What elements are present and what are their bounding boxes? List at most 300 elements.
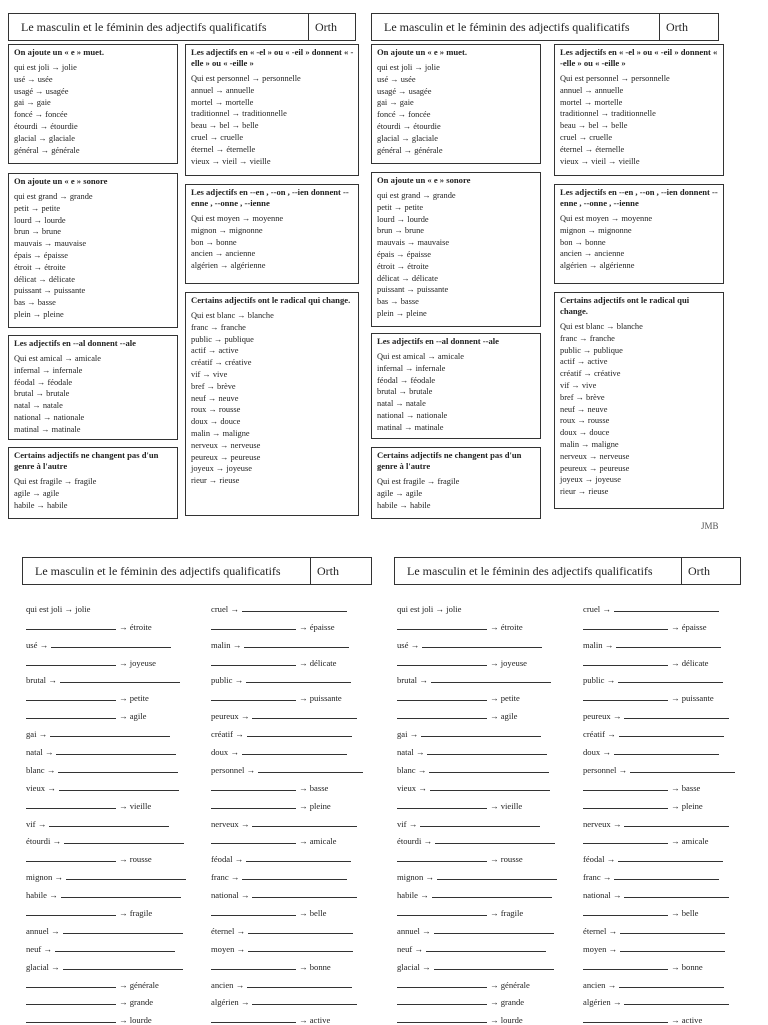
masculine-prompt: cruel → xyxy=(583,603,611,614)
exercise-row xyxy=(26,990,189,1008)
exercise-row xyxy=(583,900,738,918)
adjective-example: épais → épaisse xyxy=(14,250,68,260)
exercise-row xyxy=(583,614,738,632)
answer-blank[interactable] xyxy=(620,951,725,952)
exercise-row xyxy=(583,596,738,614)
adjective-example: vif → vive xyxy=(191,369,228,379)
exercise-row xyxy=(211,954,366,972)
masculine-prompt: moyen → xyxy=(583,943,618,954)
exercise-row xyxy=(26,829,189,847)
author-signature: JMB xyxy=(701,521,719,531)
exercise-row xyxy=(211,739,366,757)
answer-blank[interactable] xyxy=(630,772,735,773)
adjective-example: joyeux → joyeuse xyxy=(191,464,252,474)
exercise-row xyxy=(583,721,738,739)
exercise-row xyxy=(583,632,738,650)
feminine-prompt: → active xyxy=(299,1015,331,1025)
answer-blank[interactable] xyxy=(614,754,719,755)
adjective-example: roux → rousse xyxy=(560,416,610,426)
answer-blank[interactable] xyxy=(252,718,357,719)
masculine-prompt: annuel → xyxy=(26,925,60,936)
answer-blank[interactable] xyxy=(619,736,724,737)
exercise-row xyxy=(397,918,560,936)
answer-blank[interactable] xyxy=(397,665,487,666)
worksheet-column xyxy=(397,596,560,1025)
adjective-example: étourdi → étourdie xyxy=(14,121,78,131)
rule-box xyxy=(185,292,359,516)
exercise-row xyxy=(211,775,366,793)
masculine-prompt: doux → xyxy=(211,747,239,758)
masculine-prompt: glacial → xyxy=(26,961,60,972)
masculine-prompt: mignon → xyxy=(26,872,64,883)
exercise-row xyxy=(397,1007,560,1025)
answer-blank[interactable] xyxy=(59,790,179,791)
adjective-example: puissant → puissante xyxy=(14,286,86,296)
adjective-example: roux → rousse xyxy=(191,405,241,415)
adjective-example: usagé → usagée xyxy=(14,86,69,96)
adjective-example: ancien → ancienne xyxy=(560,249,625,259)
adjective-example: qui est grand → grande xyxy=(377,191,456,200)
exercise-row xyxy=(397,811,560,829)
answer-blank[interactable] xyxy=(64,843,184,844)
masculine-prompt: doux → xyxy=(583,747,611,758)
answer-blank[interactable] xyxy=(55,951,175,952)
answer-blank[interactable] xyxy=(616,647,721,648)
worksheet-column xyxy=(211,596,366,1025)
answer-blank[interactable] xyxy=(248,933,353,934)
answer-blank[interactable] xyxy=(583,665,668,666)
answer-blank[interactable] xyxy=(431,682,551,683)
rule-box xyxy=(554,184,724,284)
answer-blank[interactable] xyxy=(61,897,181,898)
exercise-row xyxy=(211,900,366,918)
answer-blank[interactable] xyxy=(63,969,183,970)
answer-blank[interactable] xyxy=(397,1004,487,1005)
adjective-example: ancien → ancienne xyxy=(191,249,256,259)
lesson-title-bar-left xyxy=(8,13,356,41)
feminine-prompt: → pleine xyxy=(671,800,703,811)
rule-box xyxy=(371,44,541,164)
exercise-row xyxy=(26,900,189,918)
feminine-prompt: → étroite xyxy=(119,621,152,632)
masculine-prompt: annuel → xyxy=(397,925,431,936)
answer-blank[interactable] xyxy=(211,629,296,630)
adjective-example: vif → vive xyxy=(560,380,597,390)
adjective-example: bas → basse xyxy=(14,298,56,308)
exercise-row xyxy=(26,632,189,650)
exercise-row xyxy=(397,739,560,757)
answer-blank[interactable] xyxy=(252,897,357,898)
rule-box xyxy=(8,44,178,164)
answer-blank[interactable] xyxy=(583,808,668,809)
adjective-example: Qui est personnel → personnelle xyxy=(560,74,670,83)
adjective-example: lourd → lourde xyxy=(14,215,66,225)
answer-blank[interactable] xyxy=(252,826,357,827)
adjective-example: mortel → mortelle xyxy=(191,97,254,107)
adjective-example: natal → natale xyxy=(377,399,426,409)
worksheet-title-bar-left xyxy=(22,557,372,585)
answer-blank[interactable] xyxy=(211,969,296,970)
answer-blank[interactable] xyxy=(432,897,552,898)
feminine-prompt: → belle xyxy=(299,908,327,919)
answer-blank[interactable] xyxy=(51,647,171,648)
exercise-row xyxy=(211,632,366,650)
answer-blank[interactable] xyxy=(420,826,540,827)
adjective-example: public → publique xyxy=(191,334,254,344)
adjective-example: nerveux → nerveuse xyxy=(191,440,261,450)
rule-heading: Les adjectifs en --al donnent --ale xyxy=(14,338,136,348)
adjective-example: mignon → mignonne xyxy=(560,225,632,235)
page-title: Le masculin et le féminin des adjectifs qualificatifs xyxy=(384,19,630,34)
masculine-prompt: peureux → xyxy=(211,711,250,722)
exercise-row xyxy=(211,918,366,936)
feminine-prompt: → joyeuse xyxy=(119,657,156,668)
adjective-example: épais → épaisse xyxy=(377,249,431,259)
adjective-example: général → générale xyxy=(14,145,80,155)
answer-blank[interactable] xyxy=(26,861,116,862)
masculine-prompt: malin → xyxy=(583,639,614,650)
exercise-row xyxy=(397,632,560,650)
adjective-example: mignon → mignonne xyxy=(191,225,263,235)
answer-blank[interactable] xyxy=(397,700,487,701)
adjective-example: neuf → neuve xyxy=(191,393,239,403)
masculine-prompt: créatif → xyxy=(211,729,244,740)
feminine-prompt: → fragile xyxy=(119,908,153,919)
answer-blank[interactable] xyxy=(618,682,723,683)
rule-box xyxy=(371,447,541,519)
adjective-example: usé → usée xyxy=(377,74,416,84)
adjective-example: Qui est fragile → fragile xyxy=(14,477,97,486)
answer-blank[interactable] xyxy=(583,790,668,791)
adjective-example: bref → brève xyxy=(191,381,236,391)
masculine-prompt: ancien → xyxy=(583,979,617,990)
answer-blank[interactable] xyxy=(583,1022,668,1023)
masculine-prompt: natal → xyxy=(397,747,425,758)
adjective-example: délicat → délicate xyxy=(14,274,75,284)
exercise-row xyxy=(211,650,366,668)
rule-box xyxy=(554,292,724,509)
exercise-row xyxy=(211,721,366,739)
adjective-example: natal → natale xyxy=(14,401,63,411)
adjective-example: Qui est amical → amicale xyxy=(377,352,464,361)
masculine-prompt: étourdi → xyxy=(397,836,433,847)
adjective-example: gai → gaie xyxy=(14,98,51,108)
answer-blank[interactable] xyxy=(618,861,723,862)
answer-blank[interactable] xyxy=(211,808,296,809)
exercise-row xyxy=(397,775,560,793)
masculine-prompt: mignon → xyxy=(397,872,435,883)
adjective-example: annuel → annuelle xyxy=(560,85,624,95)
answer-blank[interactable] xyxy=(619,987,724,988)
feminine-prompt: → vieille xyxy=(119,800,152,811)
masculine-prompt: algérien → xyxy=(211,997,250,1008)
answer-blank[interactable] xyxy=(397,915,487,916)
answer-blank[interactable] xyxy=(434,969,554,970)
masculine-prompt: habile → xyxy=(397,890,429,901)
feminine-prompt: → bonne xyxy=(671,961,703,972)
adjective-example: franc → franche xyxy=(560,333,615,343)
masculine-prompt: gai → xyxy=(397,729,419,740)
answer-blank[interactable] xyxy=(258,772,363,773)
adjective-example: étourdi → étourdie xyxy=(377,121,441,131)
adjective-example: bref → brève xyxy=(560,392,605,402)
answer-blank[interactable] xyxy=(397,629,487,630)
answer-blank[interactable] xyxy=(583,629,668,630)
exercise-row xyxy=(26,1007,189,1025)
answer-blank[interactable] xyxy=(26,987,116,988)
exercise-row xyxy=(397,829,560,847)
exercise-row xyxy=(26,775,189,793)
answer-blank[interactable] xyxy=(437,879,557,880)
exercise-row xyxy=(397,882,560,900)
masculine-prompt: cruel → xyxy=(211,603,239,614)
answer-blank[interactable] xyxy=(211,665,296,666)
masculine-prompt: national → xyxy=(583,890,622,901)
answer-blank[interactable] xyxy=(211,1022,296,1023)
masculine-prompt: algérien → xyxy=(583,997,622,1008)
masculine-prompt: neuf → xyxy=(397,943,424,954)
exercise-row xyxy=(26,793,189,811)
page-title: Le masculin et le féminin des adjectifs qualificatifs xyxy=(407,563,653,578)
answer-blank[interactable] xyxy=(583,843,668,844)
masculine-prompt: éternel → xyxy=(211,925,246,936)
rule-heading: On ajoute un « e » muet. xyxy=(377,47,467,57)
exercise-row xyxy=(211,757,366,775)
answer-blank[interactable] xyxy=(397,718,487,719)
exercise-row xyxy=(211,936,366,954)
answer-blank[interactable] xyxy=(211,915,296,916)
lesson-title-bar-right xyxy=(371,13,719,41)
adjective-example: féodal → féodale xyxy=(377,375,436,385)
adjective-example: foncé → foncée xyxy=(377,110,431,120)
rule-heading: On ajoute un « e » muet. xyxy=(14,47,104,57)
answer-blank[interactable] xyxy=(624,1004,729,1005)
exercise-row xyxy=(583,811,738,829)
answer-blank[interactable] xyxy=(247,736,352,737)
answer-blank[interactable] xyxy=(624,718,729,719)
rule-box xyxy=(8,447,178,519)
exercise-row xyxy=(397,900,560,918)
exercise-row xyxy=(211,811,366,829)
answer-blank[interactable] xyxy=(26,915,116,916)
exercise-row xyxy=(26,918,189,936)
answer-blank[interactable] xyxy=(26,629,116,630)
exercise-row xyxy=(211,990,366,1008)
exercise-row xyxy=(583,829,738,847)
masculine-prompt: franc → xyxy=(211,872,240,883)
exercise-row xyxy=(211,829,366,847)
answer-blank[interactable] xyxy=(252,1004,357,1005)
exercise-row xyxy=(397,668,560,686)
answer-blank[interactable] xyxy=(211,790,296,791)
answer-blank[interactable] xyxy=(60,682,180,683)
answer-blank[interactable] xyxy=(242,611,347,612)
answer-blank[interactable] xyxy=(248,951,353,952)
answer-blank[interactable] xyxy=(242,879,347,880)
feminine-prompt: → rousse xyxy=(119,854,152,865)
feminine-prompt: → rousse xyxy=(490,854,523,865)
answer-blank[interactable] xyxy=(583,915,668,916)
answer-blank[interactable] xyxy=(429,772,549,773)
rule-heading: On ajoute un « e » sonore xyxy=(14,176,108,186)
adjective-example: habile → habile xyxy=(14,500,68,510)
adjective-example: national → nationale xyxy=(377,410,448,420)
exercise-row xyxy=(583,864,738,882)
answer-blank[interactable] xyxy=(56,754,176,755)
answer-blank[interactable] xyxy=(49,826,169,827)
answer-blank[interactable] xyxy=(426,951,546,952)
exercise-row xyxy=(26,685,189,703)
answer-blank[interactable] xyxy=(624,826,729,827)
rule-box xyxy=(185,44,359,176)
rule-box xyxy=(8,335,178,440)
masculine-prompt: malin → xyxy=(211,639,242,650)
answer-blank[interactable] xyxy=(434,933,554,934)
answer-blank[interactable] xyxy=(583,700,668,701)
adjective-example: annuel → annuelle xyxy=(191,85,255,95)
exercise-row xyxy=(211,685,366,703)
adjective-example: franc → franche xyxy=(191,322,246,332)
masculine-prompt: national → xyxy=(211,890,250,901)
exercise-row xyxy=(211,972,366,990)
answer-blank[interactable] xyxy=(26,808,116,809)
answer-blank[interactable] xyxy=(430,790,550,791)
adjective-example: étroit → étroite xyxy=(14,262,66,272)
exercise-row xyxy=(26,954,189,972)
masculine-prompt: natal → xyxy=(26,747,54,758)
answer-blank[interactable] xyxy=(583,969,668,970)
exercise-row xyxy=(397,757,560,775)
adjective-example: agile → agile xyxy=(14,488,60,498)
adjective-example: beau → bel → belle xyxy=(560,121,628,131)
answer-blank[interactable] xyxy=(422,647,542,648)
answer-blank[interactable] xyxy=(58,772,178,773)
rule-heading: On ajoute un « e » sonore xyxy=(377,175,471,185)
adjective-example: neuf → neuve xyxy=(560,404,608,414)
answer-blank[interactable] xyxy=(397,1022,487,1023)
answer-blank[interactable] xyxy=(242,754,347,755)
masculine-prompt: brutal → xyxy=(26,675,57,686)
masculine-prompt: vif → xyxy=(26,818,47,829)
answer-blank[interactable] xyxy=(246,861,351,862)
exercise-row xyxy=(397,596,560,614)
example-prompt: qui est joli → jolie xyxy=(397,603,462,614)
answer-blank[interactable] xyxy=(50,736,170,737)
adjective-example: public → publique xyxy=(560,345,623,355)
answer-blank[interactable] xyxy=(66,879,186,880)
answer-blank[interactable] xyxy=(244,647,349,648)
adjective-example: traditionnel → traditionnelle xyxy=(191,109,287,119)
adjective-example: algérien → algérienne xyxy=(560,261,635,271)
answer-blank[interactable] xyxy=(26,718,116,719)
exercise-row xyxy=(211,882,366,900)
masculine-prompt: public → xyxy=(583,675,616,686)
exercise-row xyxy=(583,990,738,1008)
answer-blank[interactable] xyxy=(614,611,719,612)
feminine-prompt: → agile xyxy=(119,711,147,722)
exercise-row xyxy=(26,650,189,668)
rule-heading: Certains adjectifs ne changent pas d'un genre à l'autre xyxy=(14,450,159,471)
masculine-prompt: public → xyxy=(211,675,244,686)
adjective-example: malin → maligne xyxy=(560,439,619,449)
exercise-row xyxy=(583,775,738,793)
masculine-prompt: usé → xyxy=(26,639,49,650)
masculine-prompt: vieux → xyxy=(397,782,427,793)
masculine-prompt: éternel → xyxy=(583,925,618,936)
answer-blank[interactable] xyxy=(63,933,183,934)
answer-blank[interactable] xyxy=(427,754,547,755)
exercise-row xyxy=(397,685,560,703)
adjective-example: bon → bonne xyxy=(560,237,606,247)
exercise-row xyxy=(26,721,189,739)
answer-blank[interactable] xyxy=(620,933,725,934)
adjective-example: doux → douce xyxy=(560,428,610,438)
masculine-prompt: franc → xyxy=(583,872,612,883)
exercise-row xyxy=(583,685,738,703)
answer-blank[interactable] xyxy=(211,700,296,701)
adjective-example: vieux → vieil → vieille xyxy=(560,156,640,166)
exercise-row xyxy=(26,668,189,686)
masculine-prompt: moyen → xyxy=(211,943,246,954)
adjective-example: délicat → délicate xyxy=(377,273,438,283)
answer-blank[interactable] xyxy=(26,1022,116,1023)
worksheet-column xyxy=(26,596,189,1025)
adjective-example: glacial → glaciale xyxy=(14,133,75,143)
answer-blank[interactable] xyxy=(421,736,541,737)
masculine-prompt: féodal → xyxy=(583,854,616,865)
answer-blank[interactable] xyxy=(211,843,296,844)
answer-blank[interactable] xyxy=(435,843,555,844)
exercise-row xyxy=(397,846,560,864)
adjective-example: habile → habile xyxy=(377,500,431,510)
answer-blank[interactable] xyxy=(397,808,487,809)
answer-blank[interactable] xyxy=(26,665,116,666)
masculine-prompt: nerveux → xyxy=(211,818,250,829)
adjective-example: étroit → étroite xyxy=(377,261,429,271)
rule-heading: Les adjectifs en « -el » ou « -eil » donnent « -elle » ou « -eille » xyxy=(560,47,718,68)
adjective-example: usagé → usagée xyxy=(377,86,432,96)
answer-blank[interactable] xyxy=(624,897,729,898)
answer-blank[interactable] xyxy=(397,861,487,862)
feminine-prompt: → délicate xyxy=(299,657,337,668)
answer-blank[interactable] xyxy=(26,700,116,701)
adjective-example: actif → active xyxy=(560,357,608,367)
exercise-row xyxy=(397,990,560,1008)
worksheet-title-bar-right xyxy=(394,557,741,585)
adjective-example: Qui est fragile → fragile xyxy=(377,477,460,486)
exercise-row xyxy=(583,918,738,936)
answer-blank[interactable] xyxy=(247,987,352,988)
worksheet-column xyxy=(583,596,738,1025)
answer-blank[interactable] xyxy=(26,1004,116,1005)
adjective-example: peureux → peureuse xyxy=(560,463,630,473)
exercise-row xyxy=(397,954,560,972)
feminine-prompt: → basse xyxy=(671,782,701,793)
adjective-example: lourd → lourde xyxy=(377,214,429,224)
exercise-row xyxy=(26,596,189,614)
rule-box xyxy=(185,184,359,284)
answer-blank[interactable] xyxy=(397,987,487,988)
rule-box xyxy=(8,173,178,328)
exercise-row xyxy=(583,936,738,954)
feminine-prompt: → pleine xyxy=(299,800,331,811)
answer-blank[interactable] xyxy=(614,879,719,880)
exercise-row xyxy=(397,972,560,990)
adjective-example: cruel → cruelle xyxy=(191,132,244,142)
masculine-prompt: neuf → xyxy=(26,943,53,954)
adjective-example: malin → maligne xyxy=(191,428,250,438)
answer-blank[interactable] xyxy=(246,682,351,683)
